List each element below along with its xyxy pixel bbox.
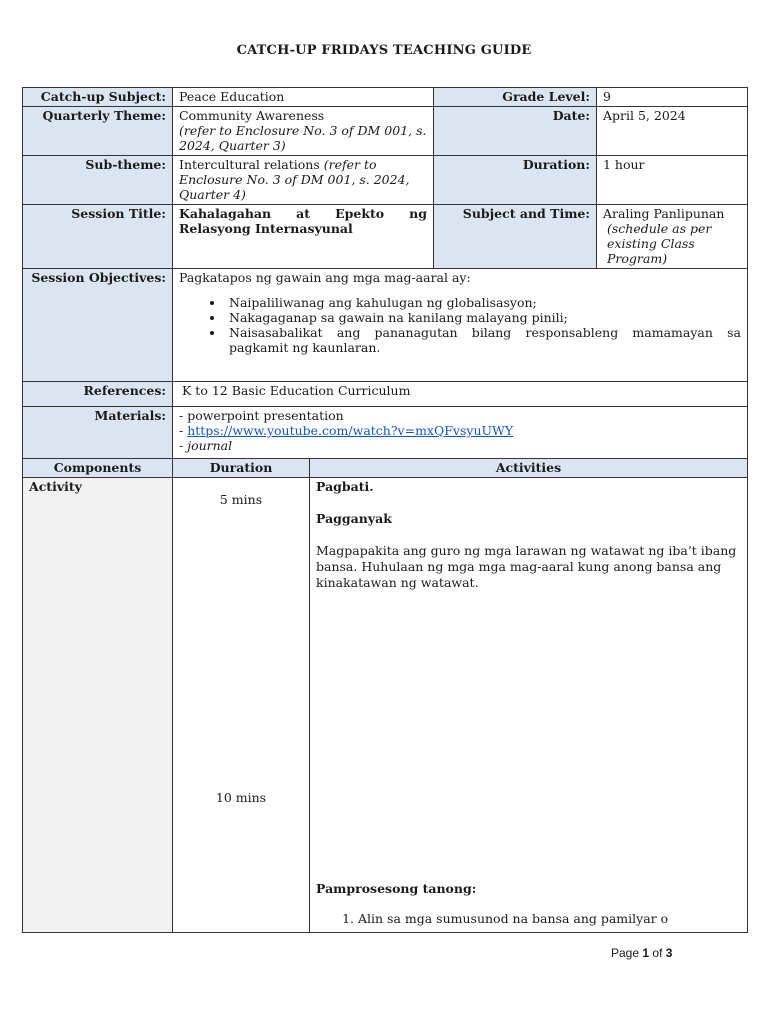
subject-time-label: Subject and Time: bbox=[434, 205, 597, 269]
components-header: Components bbox=[23, 459, 173, 478]
duration-header: Duration bbox=[173, 459, 310, 478]
page-total: 3 bbox=[665, 946, 673, 960]
objectives-list bbox=[179, 295, 741, 355]
date-label: Date: bbox=[434, 107, 597, 156]
duration-10-mins: 10 mins bbox=[215, 790, 267, 805]
component-activity: Activity bbox=[23, 478, 173, 933]
page-word: Page bbox=[611, 946, 640, 960]
subtheme-note: (refer to Enclosure No. 3 of DM 001, s. 2024, Quarter 4) bbox=[179, 157, 410, 202]
session-title-label: Session Title: bbox=[23, 205, 173, 269]
page-footer bbox=[611, 946, 672, 960]
subtheme-cell bbox=[173, 156, 434, 205]
objective-item: • Naipaliliwanag ang kahulugan ng globalisasyon; bbox=[225, 295, 741, 310]
document-title: CATCH-UP FRIDAYS TEACHING GUIDE bbox=[236, 43, 532, 58]
material-dash: - bbox=[179, 423, 188, 438]
components-table bbox=[22, 458, 748, 933]
subtheme-label: Sub-theme: bbox=[23, 156, 173, 205]
subject-time-cell bbox=[597, 205, 748, 269]
question-item: 1. Alin sa mga sumusunod na bansa ang pamilyar o bbox=[358, 911, 741, 927]
materials-label: Materials: bbox=[23, 407, 173, 462]
session-title-value: Kahalagahan at Epekto ng Relasyong Internasyunal bbox=[173, 205, 434, 269]
subject-label: Catch-up Subject: bbox=[23, 88, 173, 107]
youtube-link[interactable]: https://www.youtube.com/watch?v=mxQFvsyuUWY bbox=[187, 423, 514, 438]
subject-value: Peace Education bbox=[173, 88, 434, 107]
activities-header: Activities bbox=[310, 459, 748, 478]
duration-value: 1 hour bbox=[597, 156, 748, 205]
info-table bbox=[22, 87, 748, 462]
objective-item: • Naisasabalikat ang pananagutan bilang responsableng mamamayan sa pagkamit ng kaunlaran. bbox=[225, 325, 741, 355]
objectives-intro: Pagkatapos ng gawain ang mga mag-aaral ay: bbox=[179, 270, 471, 285]
subtheme-value: Intercultural relations bbox=[179, 157, 320, 172]
material-item: - journal bbox=[179, 438, 233, 453]
page-of: of bbox=[652, 946, 663, 960]
activities-cell bbox=[310, 478, 748, 933]
questions-heading: Pamprosesong tanong: bbox=[316, 881, 477, 896]
theme-note: (refer to Enclosure No. 3 of DM 001, s. 2024, Quarter 3) bbox=[179, 123, 427, 153]
theme-value: Community Awareness bbox=[179, 108, 325, 123]
theme-cell bbox=[173, 107, 434, 156]
objectives-label: Session Objectives: bbox=[23, 269, 173, 382]
objectives-cell bbox=[173, 269, 748, 382]
material-item-link bbox=[179, 423, 741, 438]
subject-time-value: Araling Panlipunan bbox=[603, 206, 725, 221]
duration-5-mins: 5 mins bbox=[219, 492, 263, 507]
subject-time-note: (schedule as per existing Class Program) bbox=[607, 221, 712, 266]
page-current: 1 bbox=[642, 946, 650, 960]
material-item: - powerpoint presentation bbox=[179, 408, 344, 423]
materials-cell bbox=[173, 407, 748, 462]
motivation-text: Magpapakita ang guro ng mga larawan ng watawat ng iba’t ibang bansa. Huhulaan ng mga mga mag-aaral kung anong bansa ang kinakatawan ng watawat. bbox=[316, 543, 737, 590]
grade-value: 9 bbox=[597, 88, 748, 107]
greeting: Pagbati. bbox=[316, 479, 374, 494]
motivation-heading: Pagganyak bbox=[316, 511, 392, 526]
questions-list bbox=[316, 911, 741, 927]
duration-label: Duration: bbox=[434, 156, 597, 205]
references-value: K to 12 Basic Education Curriculum bbox=[173, 382, 748, 407]
theme-label: Quarterly Theme: bbox=[23, 107, 173, 156]
date-value: April 5, 2024 bbox=[597, 107, 748, 156]
duration-cell bbox=[173, 478, 310, 933]
objective-item: • Nakagaganap sa gawain na kanilang malayang pinili; bbox=[225, 310, 741, 325]
references-label: References: bbox=[23, 382, 173, 407]
grade-label: Grade Level: bbox=[434, 88, 597, 107]
